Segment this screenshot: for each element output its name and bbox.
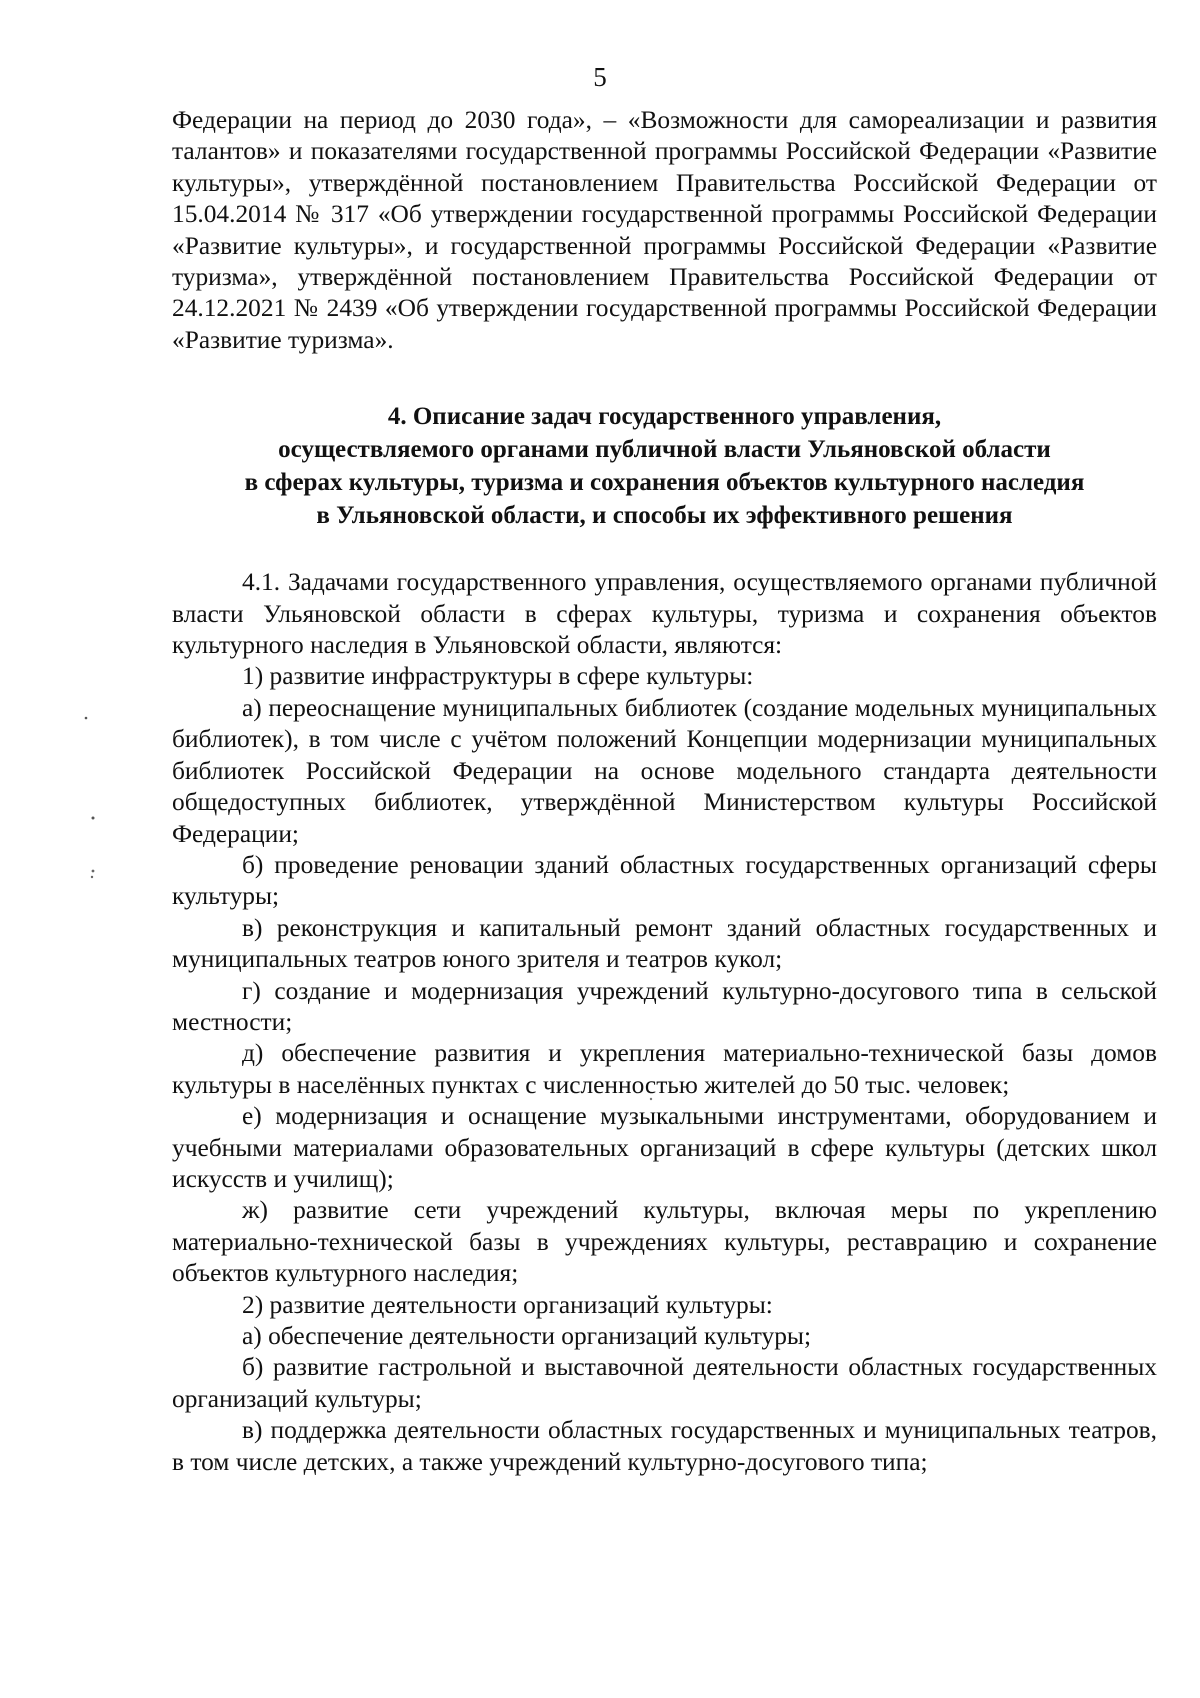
list-item-2v: в) поддержка деятельности областных государственных и муниципальных театров, в том числе детских, а также учреждений культурно-досугового типа; xyxy=(172,1416,1157,1476)
scan-speck xyxy=(92,817,95,820)
list-item-1g: г) создание и модернизация учреждений культурно-досугового типа в сельской местности; xyxy=(172,976,1157,1036)
scan-speck xyxy=(92,870,95,873)
page-number: 5 xyxy=(593,62,607,92)
list-item-1: 1) развитие инфраструктуры в сфере культуры: xyxy=(242,662,754,691)
paragraph-4-1: 4.1. Задачами государственного управления, осуществляемого органами публичной власти Ульяновской области в сферах культуры, туризма и сохранения объектов культурного наследия в Ульяновской области, являются: xyxy=(172,568,1157,660)
heading-line: в сферах культуры, туризма и сохранения объектов культурного наследия xyxy=(244,469,1085,497)
list-item-1v: в) реконструкция и капитальный ремонт зданий областных государственных и муниципальных театров юного зрителя и театров кукол; xyxy=(172,913,1157,974)
list-item-1zh: ж) развитие сети учреждений культуры, включая меры по укреплению материально-технической базы в учреждениях культуры, реставрацию и сохранение объектов культурного наследия; xyxy=(172,1196,1157,1288)
list-item-1e: е) модернизация и оснащение музыкальными инструментами, оборудованием и учебными материалами образовательных организаций в сфере культуры (детских школ искусств и училищ); xyxy=(172,1102,1157,1193)
document-body xyxy=(172,105,1157,1478)
heading-line: осуществляемого органами публичной власти Ульяновской области xyxy=(278,436,1051,464)
list-item-2a: а) обеспечение деятельности организаций культуры; xyxy=(242,1322,812,1350)
section-heading xyxy=(172,400,1157,532)
list-item-2b: б) развитие гастрольной и выставочной деятельности областных государственных организаций культуры; xyxy=(172,1353,1157,1413)
list-item-1a: а) переоснащение муниципальных библиотек (создание модельных муниципальных библиотек), в том числе с учётом положений Концепции модернизации муниципальных библиотек Российской Федерации на основе модельного стандарта деятельности общедоступных библиотек, утверждённой Министерством культуры Российской Федерации; xyxy=(172,693,1157,848)
list-item-1d: д) обеспечение развития и укрепления материально-технической базы домов культуры в населённых пунктах с численностью жителей до 50 тыс. человек; xyxy=(172,1039,1157,1099)
scan-speck xyxy=(85,717,88,720)
list-item-2: 2) развитие деятельности организаций культуры: xyxy=(242,1290,773,1319)
list-item-1b: б) проведение реновации зданий областных государственных организаций сферы культуры; xyxy=(172,850,1157,911)
scan-speck xyxy=(91,876,93,878)
heading-line: 4. Описание задач государственного управления, xyxy=(387,403,942,431)
heading-line: в Ульяновской области, и способы их эффективного решения xyxy=(316,502,1013,530)
intro-paragraph: Федерации на период до 2030 года», – «Возможности для самореализации и развития талантов» и показателями государственной программы Российской Федерации «Развитие культуры», утверждённой постановлением Правительства Российской Федерации от 15.04.2014 № 317 «Об утверждении государственной программы Российской Федерации «Развитие культуры», и государственной программы Российской Федерации «Развитие туризма», утверждённой постановлением Правительства Российской Федерации от 24.12.2021 № 2439 «Об утверждении государственной программы Российской Федерации «Развитие туризма». xyxy=(172,106,1157,354)
